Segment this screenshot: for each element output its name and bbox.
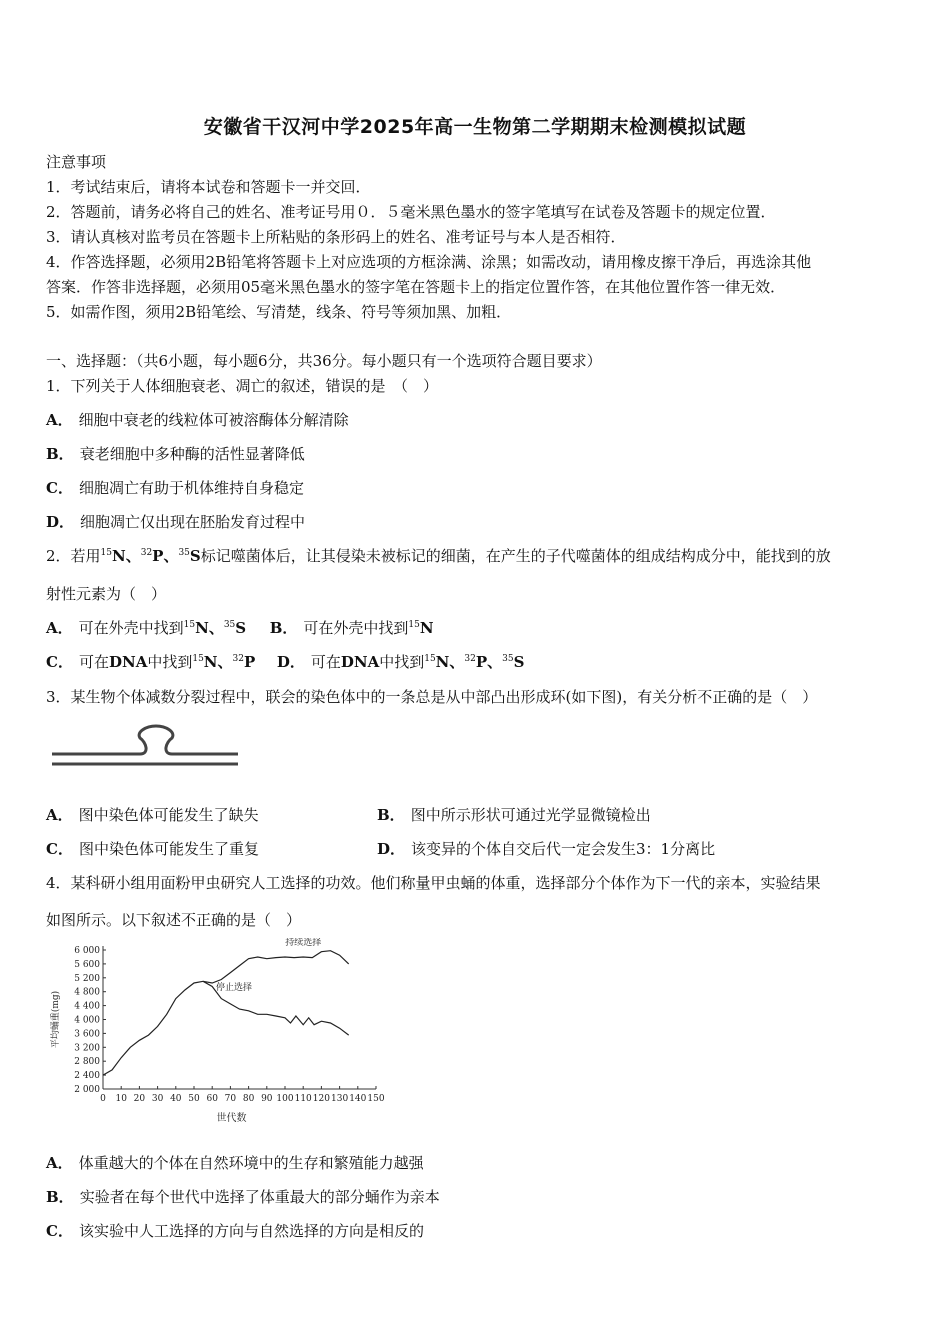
- option-text: 中找到: [147, 653, 193, 671]
- q4-stem-line1: 4．某科研小组用面粉甲虫研究人工选择的功效。他们称量甲虫蛹的体重，选择部分个体作为下一代的亲本，实验结果: [46, 874, 821, 892]
- s-symbol: S: [235, 619, 247, 637]
- n-symbol: N、: [203, 653, 233, 671]
- n-symbol: N、: [112, 547, 141, 565]
- option-letter: B．: [46, 1188, 74, 1206]
- q3-option-c: [46, 838, 259, 860]
- option-text: 可在: [78, 653, 109, 671]
- y-tick-label: 4 400: [74, 1001, 100, 1012]
- sup-15: 15: [408, 620, 420, 630]
- x-tick-label: 60: [206, 1094, 218, 1104]
- option-text: 可在外壳中找到: [78, 619, 184, 637]
- sup-15: 15: [100, 548, 112, 558]
- option-text: 细胞中衰老的线粒体可被溶酶体分解清除: [78, 411, 349, 429]
- q1-option-a: [46, 409, 349, 431]
- n-symbol: N、: [195, 619, 224, 637]
- q1-option-d: [46, 511, 305, 533]
- x-axis-label: 世代数: [216, 1113, 247, 1124]
- n-symbol: N、: [435, 653, 465, 671]
- y-tick-label: 3 200: [74, 1043, 100, 1054]
- option-text: 图中染色体可能发生了重复: [78, 840, 259, 858]
- option-text: 该变异的个体自交后代一定会发生3：1分离比: [411, 840, 716, 858]
- q4-option-c: [46, 1220, 424, 1242]
- q3-option-a: [46, 804, 259, 826]
- option-text: 图中染色体可能发生了缺失: [78, 806, 259, 824]
- sup-32: 32: [140, 548, 153, 558]
- option-text: 衰老细胞中多种酶的活性显著降低: [79, 445, 305, 463]
- x-tick-label: 50: [188, 1094, 200, 1104]
- y-tick-label: 5 600: [74, 959, 100, 970]
- y-tick-label: 6 000: [74, 946, 100, 956]
- notice-item-2: 2．答题前，请务必将自己的姓名、准考证号用０．５毫米黑色墨水的签字笔填写在试卷及答题卡的规定位置．: [46, 203, 776, 221]
- q2-stem-rest: 标记噬菌体后，让其侵染未被标记的细菌，在产生的子代噬菌体的组成结构成分中，能找到的放: [200, 547, 831, 565]
- x-tick-label: 110: [294, 1094, 312, 1104]
- x-tick-label: 20: [133, 1094, 146, 1104]
- dna-label: DNA: [108, 653, 148, 671]
- y-tick-label: 3 600: [74, 1029, 100, 1040]
- x-tick-label: 120: [312, 1094, 330, 1104]
- q4-stem-line2: 如图所示。以下叙述不正确的是（ ）: [46, 911, 302, 929]
- x-tick-label: 80: [242, 1094, 255, 1104]
- q4-option-b: [46, 1186, 440, 1208]
- option-letter: B．: [46, 445, 74, 463]
- option-text: 可在: [310, 653, 341, 671]
- notice-item-4-cont: 答案．作答非选择题，必须用05毫米黑色墨水的签字笔在答题卡上的指定位置作答，在其他位置作答一律无效．: [46, 278, 786, 296]
- x-tick-label: 30: [151, 1094, 164, 1104]
- q3-option-d: [377, 838, 715, 860]
- option-text: 细胞凋亡有助于机体维持自身稳定: [78, 479, 304, 497]
- q2-stem-line2: 射性元素为（ ）: [46, 585, 167, 603]
- option-letter: B．: [269, 619, 298, 637]
- sup-35: 35: [502, 654, 514, 664]
- q2-stem: [46, 545, 831, 567]
- chromosome-upper: [52, 726, 238, 754]
- sup-15: 15: [192, 654, 204, 664]
- option-text: 该实验中人工选择的方向与自然选择的方向是相反的: [78, 1222, 424, 1240]
- notice-item-1: 1．考试结束后，请将本试卷和答题卡一并交回．: [46, 178, 371, 196]
- option-text: 可在外壳中找到: [303, 619, 409, 637]
- x-tick-label: 150: [367, 1094, 385, 1104]
- option-text: 体重越大的个体在自然环境中的生存和繁殖能力越强: [78, 1154, 424, 1172]
- n-symbol: N: [419, 619, 434, 637]
- option-letter: C．: [46, 840, 73, 858]
- option-text: 细胞凋亡仅出现在胚胎发育过程中: [80, 513, 306, 531]
- p-symbol: P: [243, 653, 256, 671]
- option-letter: C．: [46, 653, 73, 671]
- option-letter: A．: [46, 1154, 73, 1172]
- notice-heading: 注意事项: [46, 153, 107, 171]
- sup-15: 15: [183, 620, 196, 630]
- option-letter: D．: [377, 840, 406, 858]
- option-letter: A．: [46, 411, 73, 429]
- y-tick-label: 4 800: [74, 987, 100, 998]
- notice-item-4: 4．作答选择题，必须用2B铅笔将答题卡上对应选项的方框涂满、涂黑；如需改动，请用橡皮擦干净后，再选涂其他: [46, 253, 812, 271]
- p-symbol: P、: [475, 653, 503, 671]
- series-label: 持续选择: [285, 938, 322, 948]
- y-axis-label: 平均蛹重(mg): [51, 990, 61, 1049]
- q1-option-b: [46, 443, 305, 465]
- sup-15: 15: [424, 654, 436, 664]
- p-symbol: P、: [152, 547, 179, 565]
- section-heading: 一、选择题：（共6小题，每小题6分，共36分。每小题只有一个选项符合题目要求）: [46, 352, 602, 370]
- option-letter: A．: [46, 619, 73, 637]
- y-tick-label: 2 800: [74, 1057, 100, 1068]
- q2-options-cd: [46, 651, 524, 673]
- x-tick-label: 130: [331, 1094, 349, 1104]
- page-title: 安徽省干汉河中学2025年高一生物第二学期期末检测模拟试题: [203, 116, 747, 138]
- q2-num: 2．若用: [46, 547, 101, 565]
- sup-35: 35: [178, 548, 190, 558]
- series-label: 停止选择: [216, 982, 253, 993]
- option-letter: A．: [46, 806, 73, 824]
- dna-label: DNA: [340, 653, 380, 671]
- x-tick-label: 100: [276, 1094, 294, 1104]
- x-tick-label: 40: [170, 1094, 182, 1104]
- option-letter: C．: [46, 1222, 73, 1240]
- pupa-weight-chart: [46, 938, 396, 1133]
- option-text: 实验者在每个世代中选择了体重最大的部分蛹作为亲本: [79, 1188, 440, 1206]
- option-letter: C．: [46, 479, 73, 497]
- option-letter: D．: [46, 513, 75, 531]
- option-text: 图中所示形状可通过光学显微镜检出: [410, 806, 651, 824]
- notice-item-3: 3．请认真核对监考员在答题卡上所粘贴的条形码上的姓名、准考证号与本人是否相符．: [46, 228, 626, 246]
- q1-option-c: [46, 477, 304, 499]
- option-text: 中找到: [379, 653, 425, 671]
- y-tick-label: 4 000: [74, 1015, 100, 1026]
- x-tick-label: 140: [349, 1094, 367, 1104]
- s-symbol: S: [513, 653, 525, 671]
- option-letter: B．: [377, 806, 405, 824]
- x-tick-label: 70: [224, 1094, 237, 1104]
- q1-stem: 1．下列关于人体细胞衰老、凋亡的叙述，错误的是 （ ）: [46, 377, 439, 395]
- sup-32: 32: [232, 654, 244, 664]
- series-line-continued: [103, 951, 349, 1075]
- chromosome-loop-figure: [50, 724, 242, 774]
- q3-stem: 3．某生物个体减数分裂过程中，联会的染色体中的一条总是从中部凸出形成环(如下图)，有关分析不正确的是（ ）: [46, 688, 818, 706]
- option-letter: D．: [276, 653, 305, 671]
- x-tick-label: 0: [100, 1094, 106, 1104]
- x-tick-label: 90: [261, 1094, 273, 1104]
- y-tick-label: 2 400: [74, 1071, 100, 1082]
- q4-option-a: [46, 1152, 424, 1174]
- s-symbol: S: [189, 547, 201, 565]
- sup-35: 35: [223, 620, 236, 630]
- sup-32: 32: [464, 654, 476, 664]
- y-tick-label: 5 200: [74, 973, 100, 984]
- notice-item-5: 5．如需作图，须用2B铅笔绘、写清楚，线条、符号等须加黑、加粗．: [46, 303, 512, 321]
- x-tick-label: 10: [115, 1094, 127, 1104]
- q2-options-ab: [46, 617, 434, 639]
- q3-option-b: [377, 804, 651, 826]
- y-tick-label: 2 000: [74, 1085, 100, 1095]
